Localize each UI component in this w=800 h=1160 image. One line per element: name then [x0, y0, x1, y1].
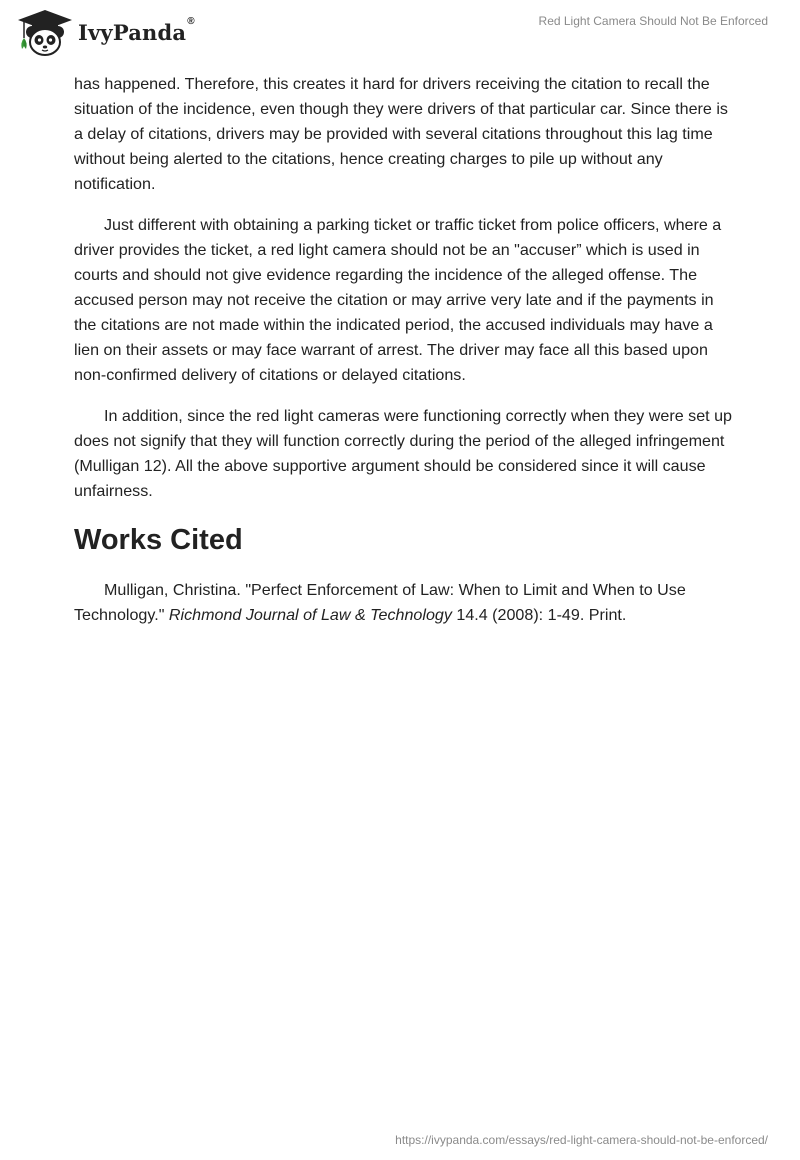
brand-name: IvyPanda®	[78, 15, 195, 45]
body-paragraph: has happened. Therefore, this creates it hard for drivers receiving the citation to recall the situation of the incidence, even though they were drivers of that particular car. Since there is a delay of citations, drivers may be provided with several citations throughout this lag time without being alerted to the citations, hence creating charges to pile up without any notification.	[74, 75, 728, 193]
essay-body	[74, 72, 734, 628]
panda-graduation-cap-icon	[14, 8, 76, 56]
running-title: Red Light Camera Should Not Be Enforced	[538, 14, 768, 28]
citation-entry	[74, 578, 734, 628]
body-paragraph: Just different with obtaining a parking ticket or traffic ticket from police officers, where a driver provides the ticket, a red light camera should not be an "accuser” which is used in courts and should not give evidence regarding the incidence of the alleged offense. The accused person may not receive the citation or may arrive very late and if the payments in the citations are not made within the indicated period, the accused individuals may have a lien on their assets or may face warrant of arrest. The driver may face all this based upon non-confirmed delivery of citations or delayed citations.	[74, 216, 722, 384]
page-header	[0, 0, 800, 72]
ivypanda-logo[interactable]	[14, 8, 195, 56]
works-cited-heading: Works Cited	[74, 524, 243, 556]
citation-suffix: 14.4 (2008): 1-49. Print.	[451, 606, 627, 624]
citation-journal: Richmond Journal of Law & Technology	[168, 606, 452, 624]
citation-prefix: Mulligan, Christina. "Perfect Enforcement of Law: When to Limit and When to Use Technology."	[74, 581, 686, 624]
registered-mark: ®	[187, 15, 195, 27]
source-url[interactable]: https://ivypanda.com/essays/red-light-camera-should-not-be-enforced/	[395, 1133, 768, 1147]
body-paragraph: In addition, since the red light cameras were functioning correctly when they were set up does not signify that they will function correctly during the period of the alleged infringement (Mulligan 12). All the above supportive argument should be considered since it will cause unfairness.	[74, 407, 732, 500]
